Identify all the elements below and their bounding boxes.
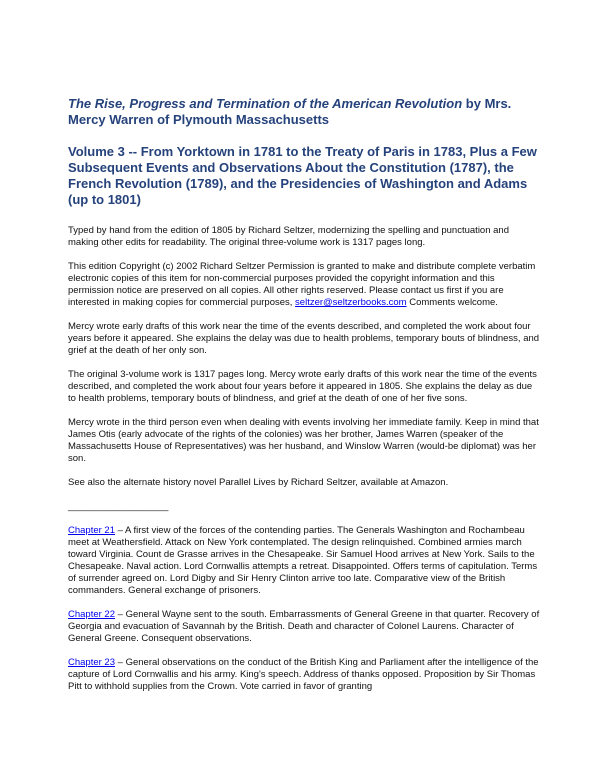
volume-heading: Volume 3 -- From Yorktown in 1781 to the Treaty of Paris in 1783, Plus a Few Subsequent Events and Observations About the Constitution (1787), the French Revolution (1789), and the Presidencies of Washington and Adams (up to 1801) (68, 144, 537, 207)
copyright-text-before-link: This edition Copyright (c) 2002 Richard Seltzer Permission is granted to make and distribute complete verbatim electronic copies of this item for non-commercial purposes provided the copyright information and this permission notice are preserved on all copies. All other rights reserved. Please contact us first if you are interested in making copies for commercial purposes, (68, 261, 536, 308)
chapter-21-summary: – A first view of the forces of the contending parties. The Generals Washington and Rochambeau meet at Weathersfield. Attack on New York contemplated. The design relinquished. Combined armies march toward Virginia. Count de Grasse arrives in the Chesapeake. Sir Samuel Hood arrives at New York. Sails to the Chesapeake. Naval action. Lord Cornwallis attempts a retreat. Disappointed. Offers terms of capitulation. Terms of surrender agreed on. Lord Digby and Sir Henry Clinton arrive too late. Comparative view of the British commanders. General exchange of prisoners. (68, 525, 538, 596)
paragraph-early-drafts: Mercy wrote early drafts of this work near the time of the events described, and completed the work about four years before it appeared. She explains the delay was due to health problems, temporary bouts of blindness, and grief at the death of her only son. (68, 321, 540, 356)
chapter-23-link[interactable]: Chapter 23 (68, 657, 116, 668)
paragraph-third-person: Mercy wrote in the third person even when dealing with events involving her immediate family. Keep in mind that James Otis (early advocate of the rights of the colonies) was her brother, James Warren (speaker of the Massachusetts House of Representatives) was her husband, and Winslow Warren (would-be diplomat) was her son. (68, 417, 539, 464)
chapter-entry-22 (68, 609, 542, 645)
book-title (68, 96, 542, 128)
chapter-22-link[interactable]: Chapter 22 (68, 609, 116, 620)
separator-line: ___________________ (68, 501, 169, 512)
chapter-entry-23 (68, 657, 542, 693)
chapter-23-summary: – General observations on the conduct of the British King and Parliament after the intelligence of the capture of Lord Cornwallis and his army. King's speech. Address of thanks opposed. Proposition by Sir Thomas Pitt to withhold supplies from the Crown. Vote carried in favor of granting (68, 657, 539, 692)
chapter-22-summary: – General Wayne sent to the south. Embarrassments of General Greene in that quarter. Recovery of Georgia and evacuation of Savannah by the British. Death and character of Colonel Laurens. Character of General Greene. Consequent observations. (68, 609, 540, 644)
paragraph-original-work: The original 3-volume work is 1317 pages long. Mercy wrote early drafts of this work near the time of the events described, and completed the work about four years before it appeared in 1805. She explains the delay as due to health problems, temporary bouts of blindness, and grief at the death of one of her five sons. (68, 369, 537, 404)
chapter-21-link[interactable]: Chapter 21 (68, 525, 116, 536)
book-title-italic: The Rise, Progress and Termination of the American Revolution (68, 96, 463, 111)
paragraph-copyright (68, 261, 542, 309)
paragraph-see-also: See also the alternate history novel Parallel Lives by Richard Seltzer, available at Amazon. (68, 477, 449, 488)
copyright-text-after-link: Comments welcome. (406, 297, 498, 308)
chapter-entry-21 (68, 525, 542, 597)
email-link[interactable]: seltzer@seltzerbooks.com (295, 297, 407, 308)
paragraph-typed-by-hand: Typed by hand from the edition of 1805 by Richard Seltzer, modernizing the spelling and punctuation and making other edits for readability. The original three-volume work is 1317 pages long. (68, 225, 509, 248)
book-title-author: by Mrs. Mercy Warren of Plymouth Massachusetts (68, 96, 512, 127)
